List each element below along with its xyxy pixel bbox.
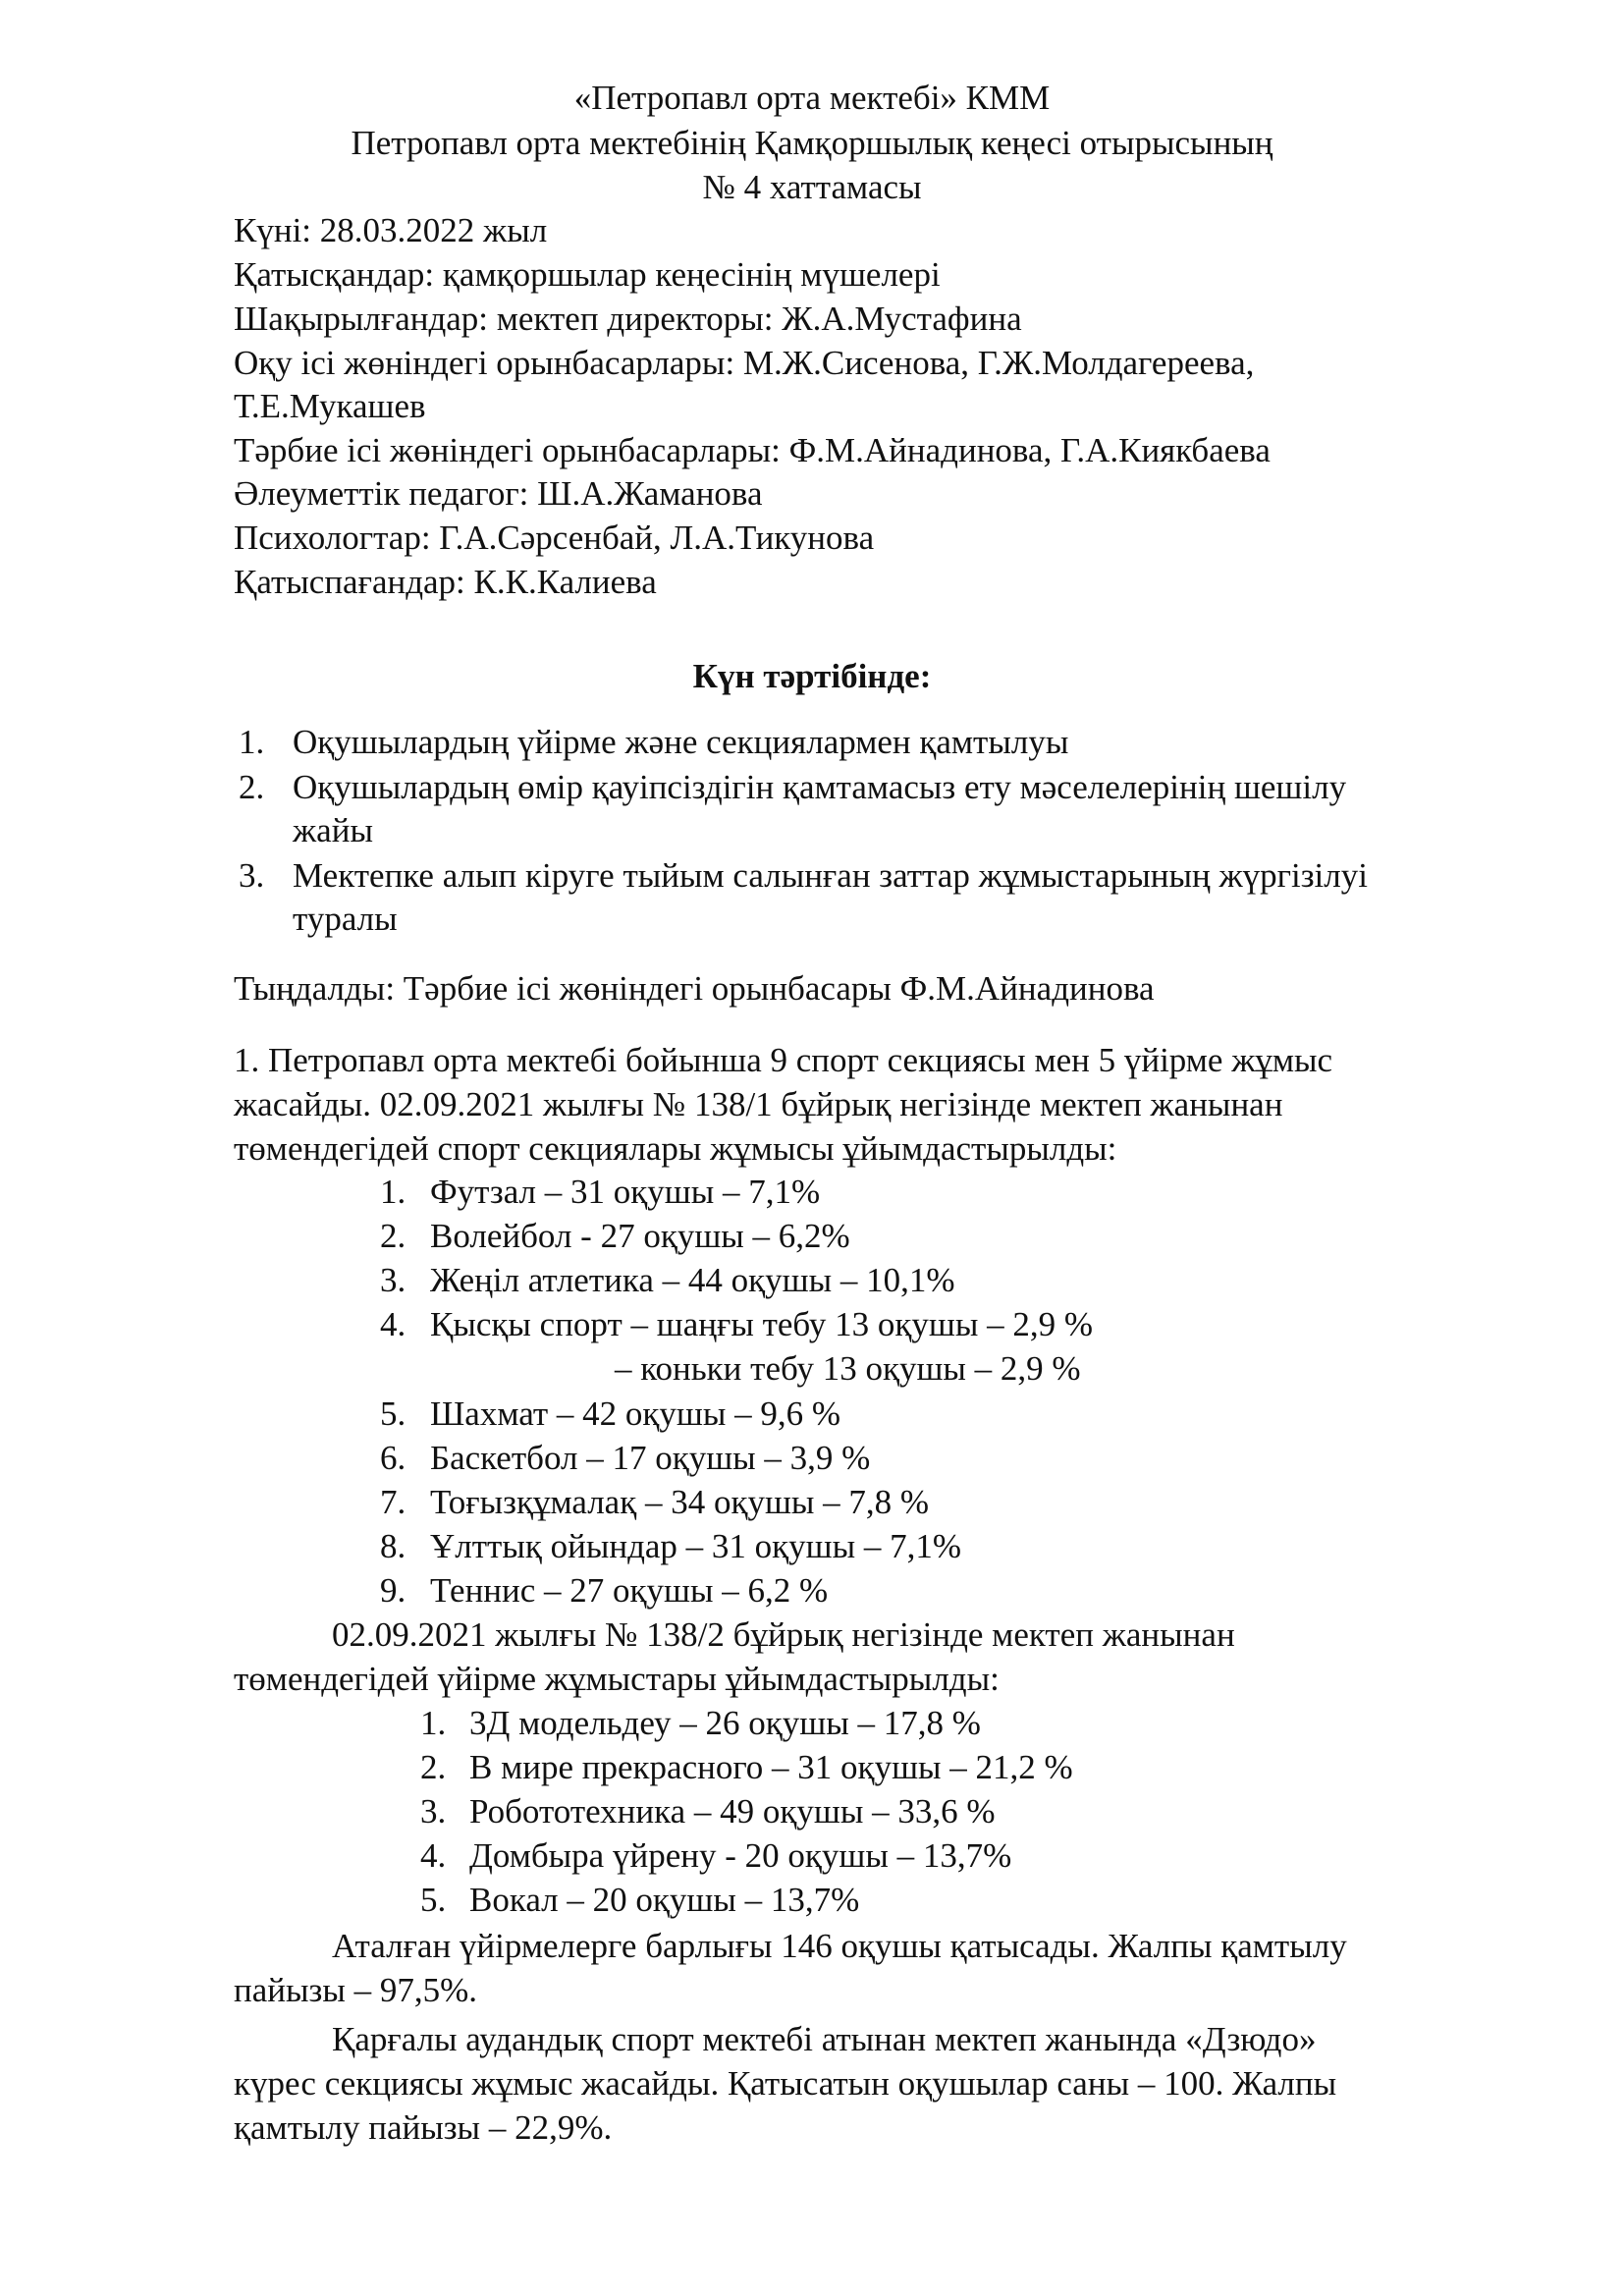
club-item-number: 1. (420, 1704, 447, 1742)
club-item: 3Д модельдеу – 26 оқушы – 17,8 % (469, 1704, 981, 1742)
section-paragraph-line: 1. Петропавл орта мектебі бойынша 9 спорт секциясы мен 5 үйірме жұмыс (234, 1041, 1333, 1079)
sport-item-number: 3. (380, 1261, 406, 1299)
sport-item-number: 1. (380, 1173, 406, 1211)
club-item-number: 4. (420, 1836, 447, 1875)
heard-line: Тыңдалды: Тәрбие ісі жөніндегі орынбасары Ф.М.Айнадинова (234, 969, 1155, 1008)
sport-item-number: 4. (380, 1305, 406, 1343)
clubs-intro-line: төмендегідей үйірме жұмыстары ұйымдастырылды: (234, 1660, 1000, 1698)
club-item-number: 5. (420, 1881, 447, 1919)
agenda-item-number: 3. (239, 856, 265, 895)
social-teacher-line: Әлеуметтік педагог: Ш.А.Жаманова (234, 474, 763, 513)
sport-item: Жеңіл атлетика – 44 оқушы – 10,1% (430, 1261, 955, 1299)
sport-item: Баскетбол – 17 оқушы – 3,9 % (430, 1439, 871, 1477)
agenda-item-number: 1. (239, 723, 265, 761)
protocol-number: № 4 хаттамасы (702, 168, 922, 206)
agenda-title: Күн тәртібінде: (692, 657, 932, 695)
summary-line: пайызы – 97,5%. (234, 1971, 478, 2009)
edu-deputies-line-cont: Т.Е.Мукашев (234, 387, 426, 425)
club-item-number: 3. (420, 1792, 447, 1831)
absent-line: Қатыспағандар: К.К.Калиева (234, 563, 657, 601)
sport-item: Ұлттық ойындар – 31 оқушы – 7,1% (430, 1527, 962, 1565)
club-item: Робототехника – 49 оқушы – 33,6 % (469, 1792, 996, 1831)
club-item: Вокал – 20 оқушы – 13,7% (469, 1881, 860, 1919)
sport-item-number: 5. (380, 1394, 406, 1433)
sport-item-number: 7. (380, 1483, 406, 1521)
judo-paragraph-line: қамтылу пайызы – 22,9%. (234, 2108, 613, 2147)
invited-line: Шақырылғандар: мектеп директоры: Ж.А.Мустафина (234, 300, 1022, 338)
section-paragraph-line: төмендегідей спорт секциялары жұмысы ұйымдастырылды: (234, 1129, 1117, 1168)
upbringing-deputies-line: Тәрбие ісі жөніндегі орынбасарлары: Ф.М.Айнадинова, Г.А.Киякбаева (234, 431, 1271, 469)
section-paragraph-line: жасайды. 02.09.2021 жылғы № 138/1 бұйрық негізінде мектеп жанынан (234, 1085, 1283, 1123)
sport-item: Тоғызқұмалақ – 34 оқушы – 7,8 % (430, 1483, 930, 1521)
sport-item-number: 8. (380, 1527, 406, 1565)
sport-item: Волейбол - 27 оқушы – 6,2% (430, 1217, 850, 1255)
sport-item: Теннис – 27 оқушы – 6,2 % (430, 1571, 829, 1610)
clubs-intro-line: 02.09.2021 жылғы № 138/2 бұйрық негізінде мектеп жанынан (332, 1615, 1235, 1654)
summary-line: Аталған үйірмелерге барлығы 146 оқушы қатысады. Жалпы қамтылу (332, 1927, 1347, 1965)
sport-item-number: 2. (380, 1217, 406, 1255)
judo-paragraph-line: Қарғалы аудандық спорт мектебі атынан мектеп жанында «Дзюдо» (332, 2020, 1317, 2058)
sport-item-number: 6. (380, 1439, 406, 1477)
agenda-item-text-cont: жайы (293, 811, 373, 849)
agenda-item-text: Оқушылардың үйірме және секциялармен қамтылуы (293, 723, 1069, 761)
agenda-item-number: 2. (239, 768, 265, 806)
org-title: «Петропавл орта мектебі» КММ (573, 79, 1051, 117)
club-item: Домбыра үйрену - 20 оқушы – 13,7% (469, 1836, 1012, 1875)
psychologists-line: Психологтар: Г.А.Сәрсенбай, Л.А.Тикунова (234, 519, 875, 557)
club-item: В мире прекрасного – 31 оқушы – 21,2 % (469, 1748, 1073, 1786)
sport-item-sub: – коньки тебу 13 оқушы – 2,9 % (615, 1349, 1081, 1388)
agenda-item-text-cont: туралы (293, 900, 398, 938)
judo-paragraph-line: күрес секциясы жұмыс жасайды. Қатысатын оқушылар саны – 100. Жалпы (234, 2064, 1337, 2103)
sport-item: Шахмат – 42 оқушы – 9,6 % (430, 1394, 841, 1433)
meeting-date: Күні: 28.03.2022 жыл (234, 211, 548, 249)
sport-item: Футзал – 31 оқушы – 7,1% (430, 1173, 821, 1211)
agenda-item-text: Мектепке алып кіруге тыйым салынған заттар жұмыстарының жүргізілуі (293, 856, 1368, 895)
agenda-item-text: Оқушылардың өмір қауіпсіздігін қамтамасыз ету мәселелерінің шешілу (293, 768, 1347, 806)
sport-item: Қысқы спорт – шаңғы тебу 13 оқушы – 2,9 % (430, 1305, 1094, 1343)
sport-item-number: 9. (380, 1571, 406, 1610)
edu-deputies-line: Оқу ісі жөніндегі орынбасарлары: М.Ж.Сисенова, Г.Ж.Молдагереева, (234, 344, 1255, 382)
participants-line: Қатысқандар: қамқоршылар кеңесінің мүшелері (234, 255, 941, 294)
club-item-number: 2. (420, 1748, 447, 1786)
protocol-title: Петропавл орта мектебінің Қамқоршылық кеңесі отырысының (351, 124, 1273, 162)
